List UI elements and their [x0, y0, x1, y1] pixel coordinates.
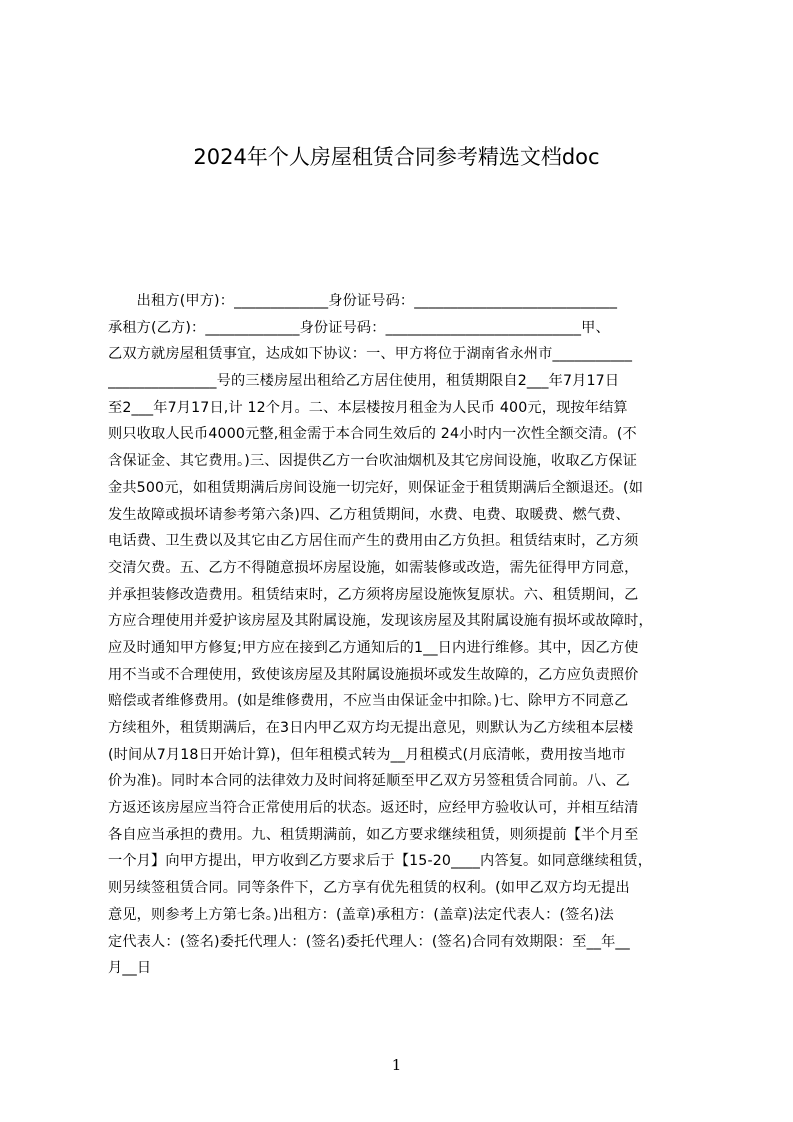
body-line: 意见，则参考上方第七条。)出租方：(盖章)承租方：(盖章)法定代表人：(签名)法	[108, 906, 614, 923]
body-line: 含保证金、其它费用。)三、因提供乙方一台吹油烟机及其它房间设施，收取乙方保证	[108, 453, 638, 470]
body-line: 价为准)。同时本合同的法律效力及时间将延顺至甲乙双方另签租赁合同前。八、乙	[108, 773, 630, 790]
body-line: 各自应当承担的费用。九、租赁期满前，如乙方要求继续租赁，则须提前【半个月至	[108, 826, 639, 843]
body-line: 定代表人：(签名)委托代理人：(签名)委托代理人：(签名)合同有效期限：至__年__	[108, 933, 630, 950]
body-line: 出租方(甲方)：_____________身份证号码：____________________________	[108, 293, 618, 309]
body-line: 则另续签租赁合同。同等条件下，乙方享有优先租赁的权利。(如甲乙双方均无提出	[108, 880, 630, 897]
body-line: _______________号的三楼房屋出租给乙方居住使用，租赁期限自2___年7月17日	[108, 373, 620, 390]
body-line: 方应合理使用并爱护该房屋及其附属设施，发现该房屋及其附属设施有损坏或故障时，	[108, 613, 653, 630]
body-line: 并承担装修改造费用。租赁结束时，乙方须将房屋设施恢复原状。六、租赁期间，乙	[108, 586, 639, 603]
body-line: 用不当或不合理使用，致使该房屋及其附属设施损坏或发生故障的，乙方应负责照价	[108, 666, 639, 683]
contract-body	[108, 288, 698, 988]
document-title: 2024年个人房屋租赁合同参考精选文档doc	[193, 145, 600, 169]
body-line: (时间从7月18日开始计算)，但年租模式转为__月租模式(月底清帐，费用按当地市	[108, 746, 626, 763]
body-line: 承租方(乙方)：_____________身份证号码：___________________________甲、	[108, 319, 610, 336]
page-number: 1	[391, 1056, 402, 1074]
body-line: 电话费、卫生费以及其它由乙方居住而产生的费用由乙方负担。租赁结束时，乙方须	[108, 533, 639, 550]
body-line: 发生故障或损坏请参考第六条)四、乙方租赁期间，水费、电费、取暖费、燃气费、	[108, 506, 630, 523]
body-line: 方续租外，租赁期满后，在3日内甲乙双方均无提出意见，则默认为乙方续租本层楼	[108, 720, 634, 736]
body-line: 一个月】向甲方提出，甲方收到乙方要求后于【15-20____内答复。如同意继续租赁，	[108, 853, 653, 870]
body-line: 金共500元，如租赁期满后房间设施一切完好，则保证金于租赁期满后全额退还。(如	[108, 479, 644, 496]
body-line: 赔偿或者维修费用。(如是维修费用，不应当由保证金中扣除。)七、除甲方不同意乙	[108, 693, 629, 710]
body-line: 则只收取人民币4000元整,租金需于本合同生效后的 24小时内一次性全额交清。(不	[108, 426, 637, 443]
body-line: 应及时通知甲方修复;甲方应在接到乙方通知后的1__日内进行维修。其中，因乙方使	[108, 639, 639, 656]
body-line: 至2___年7月17日,计 12个月。二、本层楼按月租金为人民币 400元，现按年结算	[108, 399, 628, 416]
body-line: 方返还该房屋应当符合正常使用后的状态。返还时，应经甲方验收认可，并相互结清	[108, 800, 639, 817]
body-line: 交清欠费。五、乙方不得随意损坏房屋设施，如需装修或改造，需先征得甲方同意，	[108, 559, 639, 576]
body-line: 月__日	[108, 960, 152, 977]
body-line: 乙双方就房屋租赁事宜，达成如下协议：一、甲方将位于湖南省永州市___________	[108, 346, 633, 363]
